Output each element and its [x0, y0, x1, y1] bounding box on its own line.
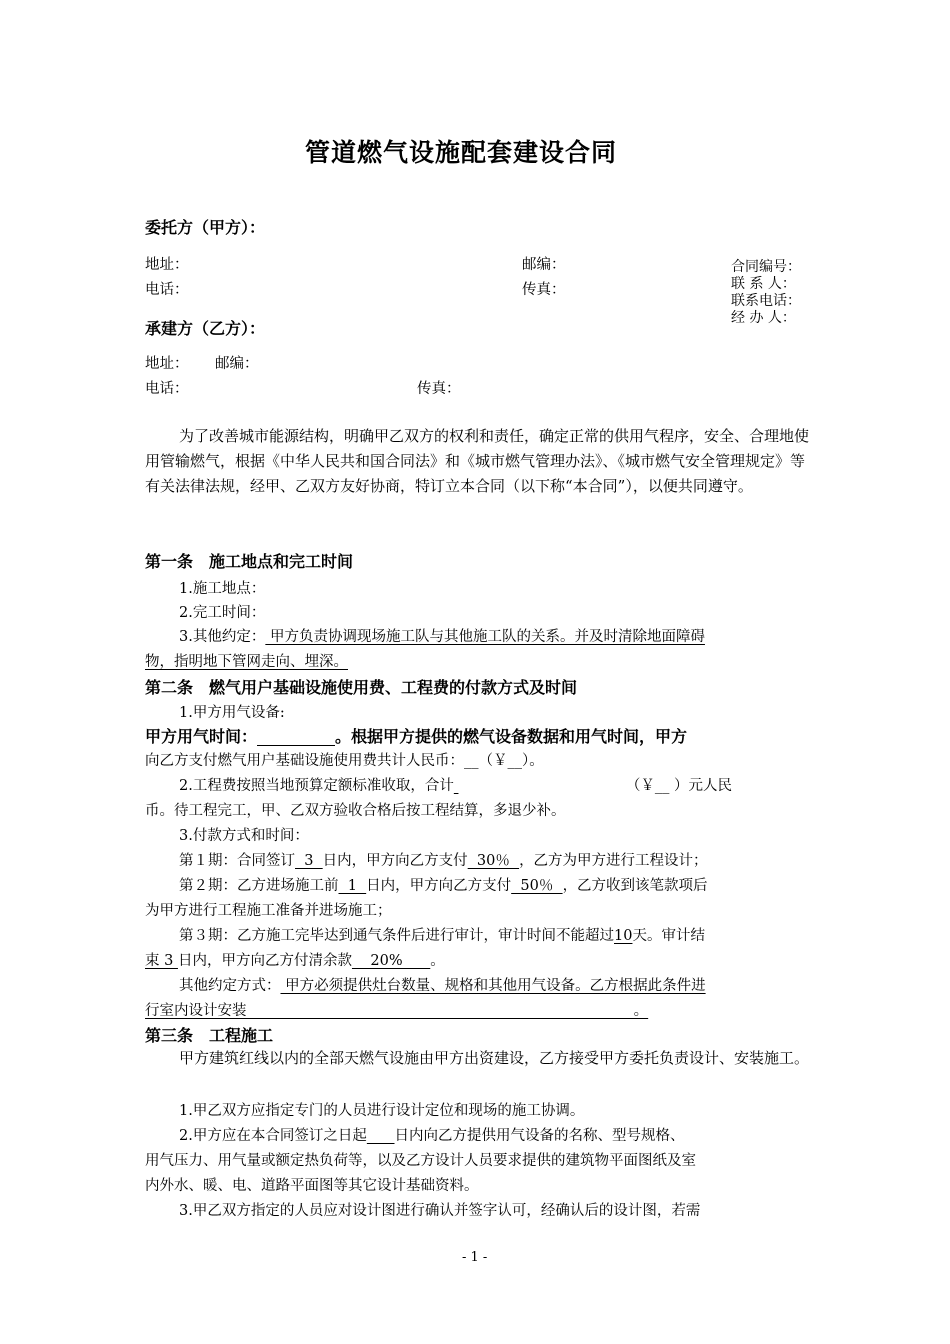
p1-text-a: 第１期：合同签订	[179, 853, 295, 869]
article1-item3-line2: 物，指明地下管网走向、埋深。	[145, 654, 348, 670]
party-b-address-label: 地址：	[145, 356, 189, 372]
article3-item2-line1	[179, 1124, 685, 1145]
a3-item2-blank	[367, 1128, 395, 1144]
other-terms-text: 甲方必须提供灶台数量、规格和其他用气设备。乙方根据此条件进	[280, 978, 706, 994]
p3-text-a: 第３期：乙方施工完毕达到通气条件后进行审计，审计时间不能超过	[179, 928, 614, 944]
article3-paragraph: 甲方建筑红线以内的全部天燃气设施由甲方出资建设，乙方接受甲方委托负责设计、安装施工。	[179, 1049, 810, 1067]
article3-item1: 1.甲乙双方应指定专门的人员进行设计定位和现场的施工协调。	[179, 1103, 585, 1119]
page-number: - 1 -	[462, 1250, 488, 1265]
party-a-heading: 委托方（甲方）：	[145, 218, 266, 237]
gas-time-rest: 。根据甲方提供的燃气设备数据和用气时间，甲方	[335, 727, 688, 746]
party-a-fax-label: 传真：	[522, 282, 566, 298]
article1-item3-label: 3.其他约定：	[179, 629, 266, 645]
p3-line2-days: 3	[159, 953, 178, 969]
party-a-address-label: 地址：	[145, 257, 189, 273]
party-b-phone-label: 电话：	[145, 381, 189, 397]
payment-phase3	[179, 924, 705, 945]
payment-phase2-line2: 为甲方进行工程施工准备并进场施工；	[145, 903, 392, 919]
article3-item3: 3.甲乙双方指定的人员应对设计图进行确认并签字认可，经确认后的设计图，若需	[179, 1203, 701, 1219]
article2-gas-time-line	[145, 724, 687, 747]
p2-text-c: ，乙方收到该笔款项后	[562, 878, 708, 894]
article2-fee-line: 向乙方支付燃气用户基础设施使用费共计人民币：__（￥__）。	[145, 753, 544, 769]
item2-text-a: 2.工程费按照当地预算定额标准收取，合计	[179, 778, 454, 794]
p2-text-b: 日内，甲方向乙方支付	[366, 878, 512, 894]
party-a-postcode-label: 邮编：	[522, 257, 566, 273]
p3-text-b: 天。审计结	[632, 928, 705, 944]
article1-item3-line1	[179, 625, 705, 646]
article1-item2: 2.完工时间：	[179, 605, 266, 621]
side-contact: 联 系 人：	[731, 276, 796, 292]
party-b-postcode-label: 邮编：	[215, 356, 259, 372]
p1-days: 3	[295, 853, 323, 869]
contract-title: 管道燃气设施配套建设合同	[305, 138, 618, 167]
article3-item2-line3: 内外水、暖、电、道路平面图等其它设计基础资料。	[145, 1178, 479, 1194]
article2-heading: 第二条 燃气用户基础设施使用费、工程费的付款方式及时间	[145, 678, 578, 697]
p3-line2-text-a: 束	[145, 953, 160, 969]
side-contact-phone: 联系电话：	[731, 293, 801, 309]
article2-item2-line1	[179, 774, 732, 795]
article3-heading: 第三条 工程施工	[145, 1026, 274, 1045]
gas-time-blank	[257, 727, 335, 746]
p3-line2-text-c: 。	[430, 953, 445, 969]
party-b-heading: 承建方（乙方）：	[145, 319, 266, 338]
p3-days: 10	[614, 928, 633, 944]
other-terms-line2: 行室内设计安装 。	[145, 1003, 649, 1019]
article3-item2-line2: 用气压力、用气量或额定热负荷等，以及乙方设计人员要求提供的建筑物平面图纸及室	[145, 1153, 696, 1169]
article2-item2-line2: 币。待工程完工，甲、乙双方验收合格后按工程结算，多退少补。	[145, 803, 566, 819]
item2-text-b: （￥__ ）元人民	[625, 778, 732, 794]
article1-item3-text: 甲方负责协调现场施工队与其他施工队的关系。并及时清除地面障碍	[265, 629, 705, 645]
p1-text-c: ，乙方为甲方进行工程设计；	[519, 853, 708, 869]
payment-phase3-line2	[145, 949, 445, 970]
p3-line2-percent: 20%	[351, 953, 431, 969]
a3-item2-text-a: 2.甲方应在本合同签订之日起	[179, 1128, 367, 1144]
p3-line2-text-b: 日内，甲方向乙方付清余款	[177, 953, 352, 969]
p2-days: 1	[338, 878, 367, 894]
article2-item1-label: 1.甲方用气设备:	[179, 705, 285, 721]
p1-percent: 30％	[467, 853, 520, 869]
side-handler: 经 办 人：	[731, 310, 796, 326]
p2-text-a: 第２期：乙方进场施工前	[179, 878, 339, 894]
p1-text-b: 日内，甲方向乙方支付	[322, 853, 468, 869]
payment-phase1	[179, 849, 708, 870]
article1-heading: 第一条 施工地点和完工时间	[145, 552, 354, 571]
other-terms-label: 其他约定方式：	[179, 978, 281, 994]
article2-item3: 3.付款方式和时间：	[179, 828, 309, 844]
party-b-fax-label: 传真：	[417, 381, 461, 397]
article2-item1	[179, 701, 303, 722]
other-terms-line1	[179, 974, 706, 995]
party-a-phone-label: 电话：	[145, 282, 189, 298]
article1-item1: 1.施工地点：	[179, 581, 266, 597]
payment-phase2	[179, 874, 708, 895]
a3-item2-text-b: 日内向乙方提供用气设备的名称、型号规格、	[394, 1128, 685, 1144]
side-contract-no: 合同编号：	[731, 259, 801, 275]
gas-time-label: 甲方用气时间：	[145, 727, 258, 746]
p2-percent: 50％	[511, 878, 563, 894]
intro-paragraph: 为了改善城市能源结构，明确甲乙双方的权利和责任，确定正常的供用气程序，安全、合理地使用管输燃气，根据《中华人民共和国合同法》和《城市燃气管理办法》、《城市燃气安全管理规定》等有关法律法规，经甲、乙双方友好协商，特订立本合同（以下称“本合同”），以便共同遵守。	[145, 427, 810, 495]
